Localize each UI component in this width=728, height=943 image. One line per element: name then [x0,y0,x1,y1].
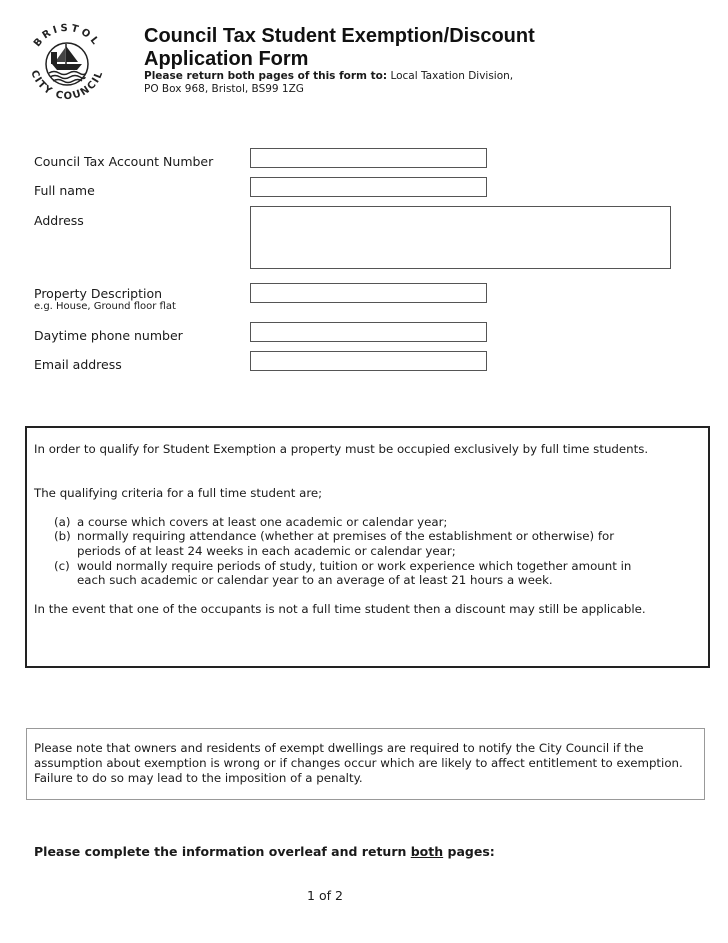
svg-text:BRISTOL: BRISTOL [31,22,103,50]
complete-overleaf-instruction [34,844,495,859]
property-description-label: Property Description [34,286,163,301]
criteria-b-text-line1: normally requiring attendance (whether at premises of the establishment or otherwise) for [77,529,615,543]
svg-text:CITY COUNCIL: CITY COUNCIL [28,68,106,103]
full-name-label: Full name [34,183,95,198]
instruction-underlined: both [410,844,444,859]
penalty-notice-text: Please note that owners and residents of exempt dwellings are required to notify the City Council if the assumption about exemption is wrong or if changes occur which are likely to affect entitlement to exemption. Failure to do so may lead to the imposition of a penalty. [34,741,683,785]
address-field[interactable] [250,206,671,269]
email-label: Email address [34,357,122,372]
criteria-b-tag: (b) [54,529,71,543]
instruction-after: pages: [443,844,495,859]
criteria-b-text-line2: periods of at least 24 weeks in each academic or calendar year; [77,544,456,558]
address-label: Address [34,213,84,228]
return-address-line2: PO Box 968, Bristol, BS99 1ZG [144,83,304,95]
criteria-a-text: a course which covers at least one academic or calendar year; [77,515,448,529]
criteria-c-text-line1: would normally require periods of study, tuition or work experience which together amount in [77,559,632,573]
form-title-line2: Application Form [144,48,309,70]
daytime-phone-label: Daytime phone number [34,328,183,343]
bristol-city-council-logo [22,18,112,104]
account-number-label: Council Tax Account Number [34,154,214,169]
account-number-field[interactable] [250,148,487,168]
return-instructions-bold: Please return both pages of this form to: [144,70,388,82]
instruction-before: Please complete the information overleaf and return [34,844,411,859]
form-title-line1: Council Tax Student Exemption/Discount [144,25,535,47]
full-name-field[interactable] [250,177,487,197]
page-number: 1 of 2 [307,888,343,903]
info-paragraph-1: In order to qualify for Student Exemption a property must be occupied exclusively by full time students. [34,442,649,456]
email-field[interactable] [250,351,487,371]
daytime-phone-field[interactable] [250,322,487,342]
return-instructions [144,69,513,83]
criteria-a-tag: (a) [54,515,71,529]
return-address-line1: Local Taxation Division, [390,70,514,82]
criteria-c-text-line2: each such academic or calendar year to an average of at least 21 hours a week. [77,573,553,587]
property-description-field[interactable] [250,283,487,303]
info-paragraph-3: In the event that one of the occupants is not a full time student then a discount may still be applicable. [34,602,646,616]
property-description-hint: e.g. House, Ground floor flat [34,301,176,312]
criteria-c-tag: (c) [54,559,70,573]
info-paragraph-2: The qualifying criteria for a full time student are; [34,486,323,500]
